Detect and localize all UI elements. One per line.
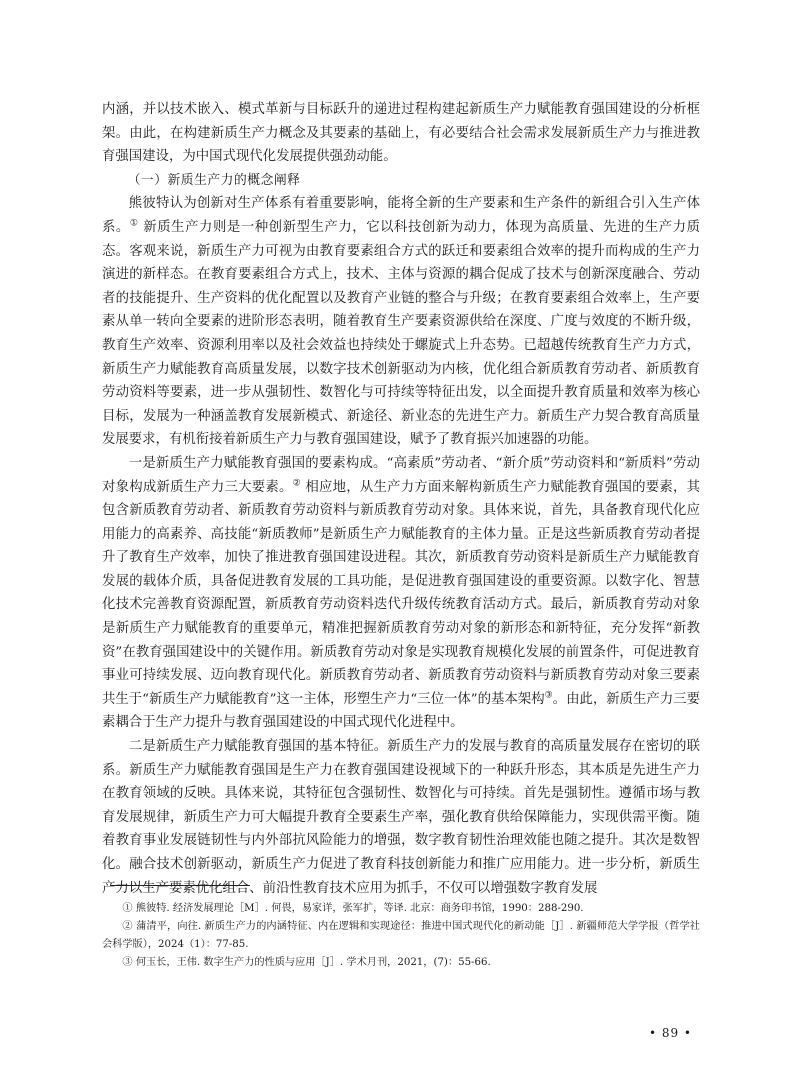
section-heading: （一）新质生产力的概念阐释 bbox=[127, 172, 301, 188]
footnote-divider bbox=[110, 885, 250, 886]
footnotes bbox=[102, 900, 700, 972]
footnote-ref-1[interactable]: ① bbox=[129, 218, 139, 229]
paragraph-4: 二是新质生产力赋能教育强国的基本特征。新质生产力的发展与教育的高质量发展存在密切的联系。新质生产力赋能教育强国是生产力在教育强国建设视域下的一种跃升形态，其本质是先进生产力在教育领域的反映。具体来说，其特征包含强韧性、数智化与可持续。首先是强韧性。遵循市场与教育发展规律，新质生产力可大幅提升教育全要素生产率，强化教育供给保障能力，实现供需平衡。随着教育事业发展链韧性与内外部抗风险能力的增强，数字教育韧性治理效能也随之提升。其次是数智化。融合技术创新驱动，新质生产力促进了教育科技创新能力和推广应用能力。进一步分析，新质生产力以生产要素优化组合、前沿性教育技术应用为抓手，不仅可以增强数字教育发展 bbox=[102, 739, 700, 896]
paragraph-2-text-b: 新质生产力则是一种创新型生产力，它以科技创新为动力，体现为高质量、先进的生产力质态。客观来说，新质生产力可视为由教育要素组合方式的跃迁和要素组合效率的提升而构成的生产力演进的新样态。在教育要素组合方式上，技术、主体与资源的耦合促成了技术与创新深度融合、劳动者的技能提升、生产资料的优化配置以及教育产业链的整合与升级；在教育要素组合效率上，生产要素从单一转向全要素的进阶形态表明，随着教育生产要素资源供给在深度、广度与效度的不断升级，教育生产效率、资源利用率以及社会效益也持续处于螺旋式上升态势。已超越传统教育生产力方式，新质生产力赋能教育高质量发展，以数字技术创新驱动为内核，优化组合新质教育劳动者、新质教育劳动资料等要素，进一步从强韧性、数智化与可持续等特征出发，以全面提升教育质量和效率为核心目标，发展为一种涵盖教育发展新模式、新途径、新业态的先进生产力。新质生产力契合教育高质量发展要求，有机衔接着新质生产力与教育强国建设，赋予了教育振兴加速器的功能。 bbox=[102, 219, 701, 448]
footnote-1: ① 熊彼特. 经济发展理论［M］. 何畏，易家详，张军扩，等译. 北京：商务印书馆，1990：288-290. bbox=[122, 903, 584, 914]
paragraph-2-text-a: 熊彼特认为创新对生产体系有着重要影响，能将全新的生产要素和生产条件的新组合引入生产体系。 bbox=[102, 196, 700, 235]
page-number: • 89 • bbox=[648, 1026, 692, 1040]
footnote-2: ② 蒲清平，向往. 新质生产力的内涵特征、内在逻辑和实现途径：推进中国式现代化的新动能［J］. 新疆师范大学学报（哲学社会科学版），2024（1）：77-85. bbox=[102, 921, 700, 950]
paragraph-3-text-c: 。由此，新质生产力三要素耦合于生产力提升与教育强国建设的中国式现代化进程中。 bbox=[102, 691, 700, 731]
paragraph-3-text-a: 一是新质生产力赋能教育强国的要素构成。“高素质”劳动者、“新介质”劳动资料和“新质料”劳动对象构成新质生产力三大要素。 bbox=[102, 455, 700, 495]
paragraph-3 bbox=[102, 452, 700, 735]
footnote-3: ③ 何玉长，王伟. 数字生产力的性质与应用［J］. 学术月刊，2021，(7)：55-66. bbox=[122, 957, 491, 968]
paragraph-3-text-b: 相应地，从生产力方面来解构新质生产力赋能教育强国的要素，其包含新质教育劳动者、新质教育劳动资料与新质教育劳动对象。具体来说，首先，具备教育现代化应用能力的高素养、高技能“新质教师”是新质生产力赋能教育的主体力量。正是这些新质教育劳动者提升了教育生产效率，加快了推进教育强国建设进程。其次，新质教育劳动资料是新质生产力赋能教育发展的载体介质，具备促进教育发展的工具功能，是促进教育强国建设的重要资源。以数字化、智慧化技术完善教育资源配置，新质教育劳动资料迭代升级传统教育活动方式。最后，新质教育劳动对象是新质生产力赋能教育的重要单元，精准把握新质教育劳动对象的新形态和新特征，充分发挥“新教资”在教育强国建设中的关键作用。新质教育劳动对象是实现教育规模化发展的前置条件，可促进教育事业可持续发展、迈向教育现代化。新质教育劳动者、新质教育劳动资料与新质教育劳动对象三要素共生于“新质生产力赋能教育”这一主体，形塑生产力“三位一体”的基本架构 bbox=[102, 479, 700, 707]
body-text bbox=[102, 98, 700, 900]
footnote-ref-2[interactable]: ② bbox=[292, 478, 301, 489]
paragraph-2 bbox=[102, 192, 700, 452]
paragraph-1: 内涵，并以技术嵌入、模式革新与目标跃升的递进过程构建起新质生产力赋能教育强国建设的分析框架。由此，在构建新质生产力概念及其要素的基础上，有必要结合社会需求发展新质生产力与推进教育强国建设，为中国式现代化发展提供强劲动能。 bbox=[102, 102, 700, 165]
footnote-ref-3[interactable]: ③ bbox=[544, 690, 553, 701]
